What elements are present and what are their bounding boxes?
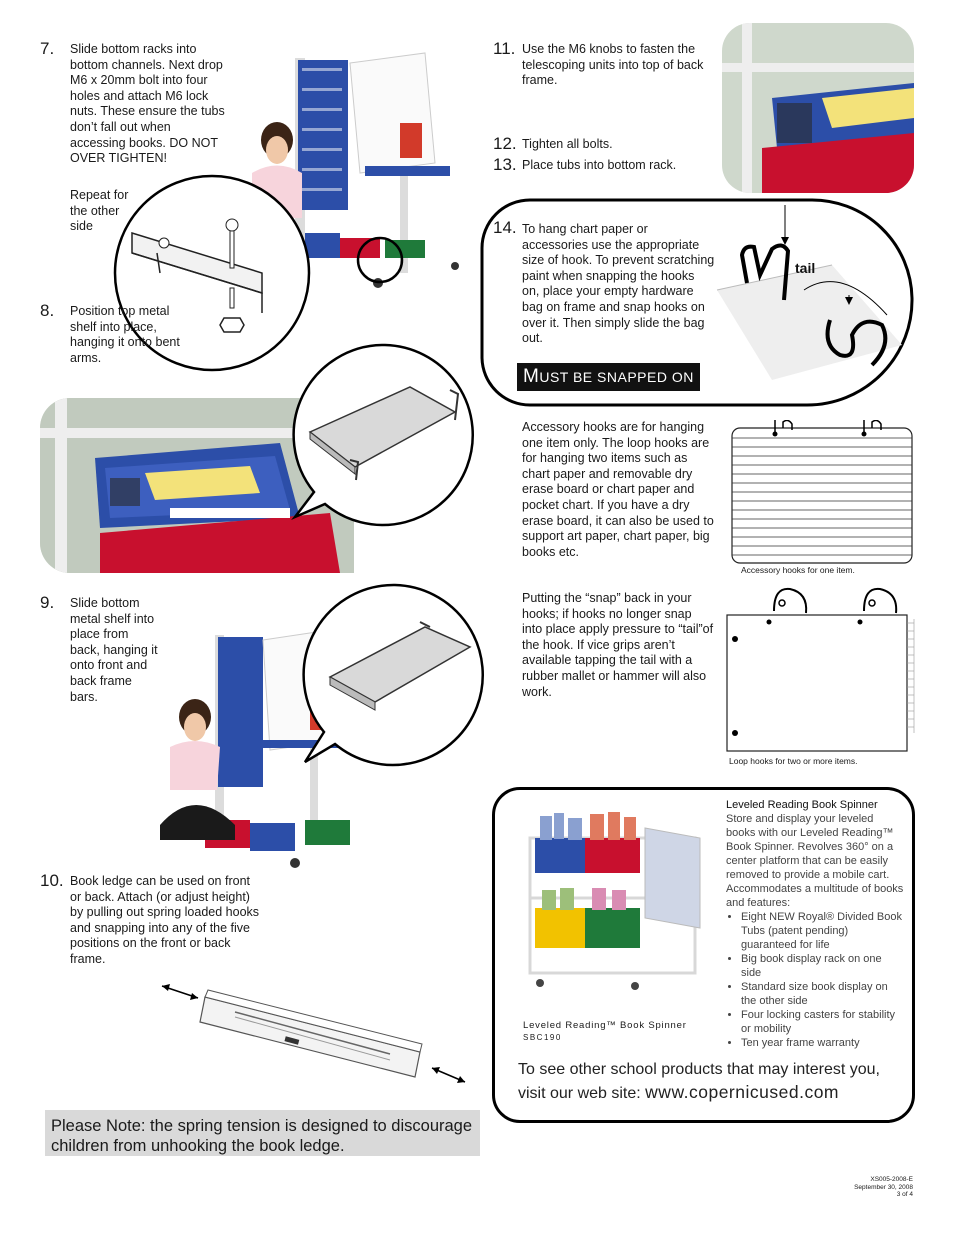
tail-label: tail xyxy=(795,260,816,276)
feature-item: • Four locking casters for stability or mobility xyxy=(741,1008,904,1036)
page-number: 3 of 4 xyxy=(896,1191,913,1198)
top-shelf-callout xyxy=(290,342,480,532)
step-13-text: Place tubs into bottom rack. xyxy=(522,158,677,172)
step-10-text: Book ledge can be used on front or back. Attach (or adjust height) by pulling out spring loaded hooks and snapping into any of the five positions on the front or back frame. xyxy=(70,874,260,966)
website-cta xyxy=(518,1059,903,1105)
step-8-number: 8. xyxy=(40,301,55,320)
loop-hook-diagram xyxy=(722,583,917,755)
must-rest: UST BE SNAPPED ON xyxy=(539,369,694,385)
must-be-snapped-banner xyxy=(517,363,700,391)
step-7-text: Slide bottom racks into bottom channels. Next drop M6 x 20mm bolt into four holes and attach M6 lock nuts. These ensure the tubs don’t fall out when accessing books. DO NOT OVER TIGHTEN! xyxy=(70,42,225,166)
product-name: Leveled Reading™ Book Spinner xyxy=(523,1020,687,1031)
promo-feature-list xyxy=(726,910,904,1050)
step-14-text: To hang chart paper or accessories use the appropriate size of hook. To prevent scratching paint when snapping the hooks on, place your empty hardware bag on frame and snap hooks on over it. Then simply slide the bag out. xyxy=(522,222,715,346)
promo-body: Store and display your leveled books with our Leveled Reading™ Book Spinner. Revolves 360° on a center platform that can be easily removed to provide a mobile cart. Accommodates a multitude of books and features: xyxy=(726,813,904,909)
product-sku: SBC190 xyxy=(523,1033,562,1042)
doc-date: September 30, 2008 xyxy=(854,1183,913,1191)
accessory-hook-caption: Accessory hooks for one item. xyxy=(741,565,855,575)
step-8-text: Position top metal shelf into place, hanging it onto bent arms. xyxy=(70,304,180,365)
product-caption xyxy=(523,1020,687,1044)
step-13-number: 13. xyxy=(493,155,517,174)
telescoping-photo xyxy=(722,23,914,193)
step-9-number: 9. xyxy=(40,593,55,612)
bottom-shelf-callout xyxy=(300,582,490,772)
accessory-hooks-paragraph: Accessory hooks are for hanging one item only. The loop hooks are for hanging two items such as chart paper and removable dry erase board or chart paper and pocket chart. If you have a dry erase board, it can also be used to support art paper, chart paper, big books etc. xyxy=(522,420,714,559)
callout-connector-step7 xyxy=(350,230,410,290)
promo-title: Leveled Reading Book Spinner xyxy=(726,799,878,811)
hook-illustration xyxy=(712,205,907,380)
document-footer xyxy=(800,1176,913,1199)
accessory-hook-diagram xyxy=(728,420,918,565)
feature-item: • Eight NEW Royal® Divided Book Tubs (patent pending) guaranteed for life xyxy=(741,910,904,952)
snap-back-paragraph: Putting the “snap” back in your hooks; if hooks no longer snap into place apply pressure to “tail”of the hook. If vice grips aren’t available tapping the tail with a rubber mallet or hammer will also work. xyxy=(522,591,714,699)
feature-item: • Ten year frame warranty xyxy=(741,1036,904,1050)
promo-description xyxy=(726,798,904,1050)
step-9-text: Slide bottom metal shelf into place from back, hanging it onto front and back frame bars. xyxy=(70,596,158,704)
cta-text: To see other school products that may interest you, visit our web site: xyxy=(518,1061,880,1102)
book-spinner-photo xyxy=(520,808,710,993)
loop-hook-caption: Loop hooks for two or more items. xyxy=(729,756,858,766)
step-10-number: 10. xyxy=(40,871,64,890)
step-7-number: 7. xyxy=(40,39,55,58)
spring-tension-note: Please Note: the spring tension is designed to discourage children from unhooking the book ledge. xyxy=(45,1110,480,1156)
must-initial: M xyxy=(523,366,540,387)
step-14-number: 14. xyxy=(493,218,517,237)
website-link[interactable]: www.copernicused.com xyxy=(645,1082,839,1102)
step-12-text: Tighten all bolts. xyxy=(522,137,613,151)
feature-item: • Big book display rack on one side xyxy=(741,952,904,980)
step-11-number: 11. xyxy=(493,39,516,58)
step-7-repeat-note: Repeat for the other side xyxy=(70,188,129,234)
step-12-number: 12. xyxy=(493,134,517,153)
doc-code: XS005-2008-E xyxy=(870,1176,913,1183)
feature-item: • Standard size book display on the other side xyxy=(741,980,904,1008)
book-ledge-illustration xyxy=(160,982,470,1092)
step-11-text: Use the M6 knobs to fasten the telescoping units into top of back frame. xyxy=(522,42,704,88)
